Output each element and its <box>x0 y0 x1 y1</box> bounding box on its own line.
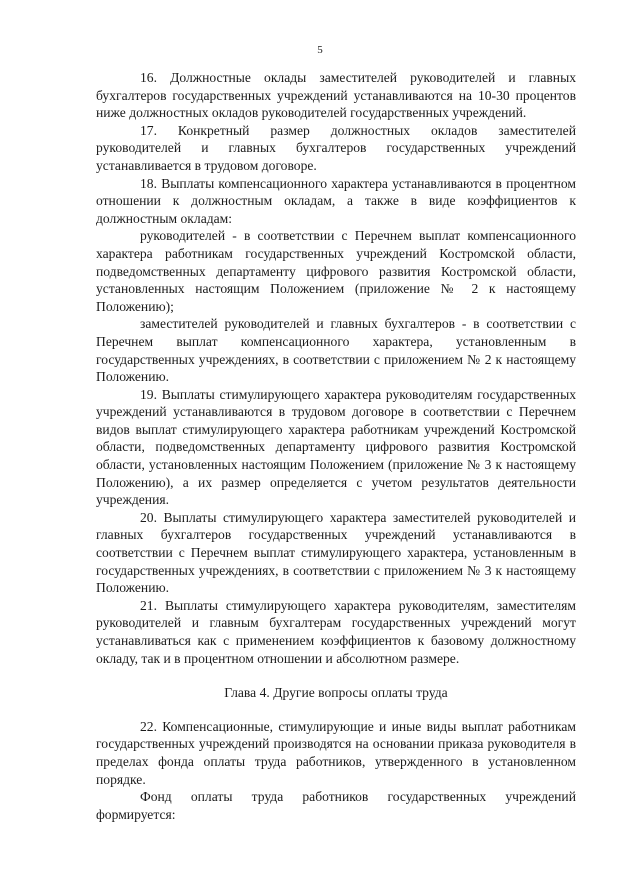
chapter-heading: Глава 4. Другие вопросы оплаты труда <box>224 685 448 701</box>
paragraph-21: 21. Выплаты стимулирующего характера руководителям, заместителям руководителей и главным бухгалтерам государственных учреждений могут устанавливаться как с применением коэффициентов к базовому должностному окладу, так и в процентном отношении и абсолютном размере. <box>96 597 576 666</box>
paragraph-16: 16. Должностные оклады заместителей руководителей и главных бухгалтеров государственных учреждений устанавливаются на 10-30 процентов ниже должностных окладов руководителей государственных учреждений. <box>96 70 576 121</box>
paragraph-17: 17. Конкретный размер должностных окладов заместителей руководителей и главных бухгалтеров государственных учреждений устанавливается в трудовом договоре. <box>96 122 576 173</box>
paragraph-fund: Фонд оплаты труда работников государственных учреждений формируется: <box>96 789 576 822</box>
paragraph-18-heads: руководителей - в соответствии с Перечнем выплат компенсационного характера работникам государственных учреждений Костромской области, подведомственных департаменту цифрового развития Костромской области, установленных настоящим Положением (приложение № 2 к настоящему Положению); <box>96 228 576 314</box>
paragraph-18-deputies: заместителей руководителей и главных бухгалтеров - в соответствии с Перечнем выплат компенсационного характера, установленным в государственных учреждениях, в соответствии с приложением № 2 к настоящему Положению. <box>96 316 576 385</box>
document-body <box>96 69 576 823</box>
paragraph-22: 22. Компенсационные, стимулирующие и иные виды выплат работникам государственных учреждений производятся на основании приказа руководителя в пределах фонда оплаты труда работников, утвержденного в установленном порядке. <box>96 718 576 787</box>
paragraph-20: 20. Выплаты стимулирующего характера заместителей руководителей и главных бухгалтеров государственных учреждений устанавливаются в соответствии с Перечнем выплат стимулирующего характера, установленным в государственных учреждениях, в соответствии с приложением № 3 к настоящему Положению. <box>96 509 576 596</box>
page-number: 5 <box>317 44 323 56</box>
paragraph-18: 18. Выплаты компенсационного характера устанавливаются в процентном отношении к должностным окладам, а также в виде коэффициентов к должностным окладам: <box>96 175 576 226</box>
paragraph-19: 19. Выплаты стимулирующего характера руководителям государственных учреждений устанавливаются в трудовом договоре в соответствии с Перечнем видов выплат стимулирующего характера работникам учреждений Костромской области, подведомственных департаменту цифрового развития Костромской области, установленных настоящим Положением (приложение № 3 к настоящему Положению), а их размер определяется с учетом результатов деятельности учреждения. <box>96 386 576 508</box>
